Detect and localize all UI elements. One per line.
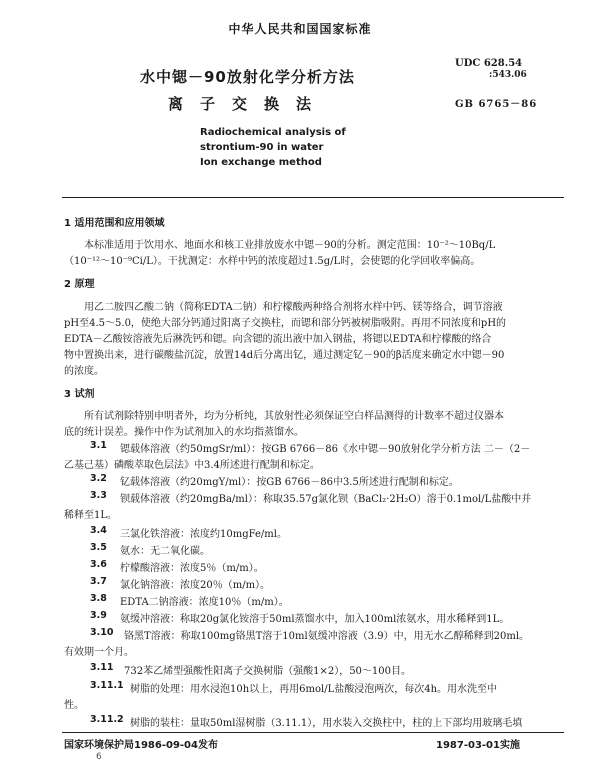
section-3-heading: 3 试剂 <box>64 389 95 400</box>
footer-divider <box>62 732 564 733</box>
publication-info: 国家环境保护局1986-09-04发布 <box>64 740 218 751</box>
item-text: EDTA二钠溶液：浓度10％（m/m）。 <box>120 597 289 608</box>
item-number: 3.11 <box>90 662 114 673</box>
item-text-continued: 性。 <box>64 700 84 711</box>
item-text: 钇载体溶液（约20mgY/ml）：按GB 6766－86中3.5所述进行配制和标定。 <box>120 477 459 488</box>
gb-standard-number: GB 6765－86 <box>455 99 538 110</box>
item-number: 3.9 <box>90 610 107 621</box>
section-2-text-line1: 用乙二胺四乙酸二钠（简称EDTA二钠）和柠檬酸两种络合剂将水样中钙、镁等络合，调节溶液 <box>84 302 503 313</box>
item-text: 三氯化铁溶液：浓度约10mgFe/ml。 <box>120 529 287 540</box>
title-english-line3: Ion exchange method <box>200 157 322 168</box>
section-1-heading: 1 适用范围和应用领域 <box>64 218 165 229</box>
section-2-text-line4: 物中置换出来，进行碳酸盐沉淀，放置14d后分离出钇，通过测定钇－90的β活度来确定水中锶－90 <box>64 350 505 361</box>
item-number: 3.5 <box>90 542 107 553</box>
item-text: 氨水：无二氧化碳。 <box>120 546 210 557</box>
item-text-continued: 稀释至1L。 <box>64 510 118 521</box>
title-chinese-line1: 水中锶－90放射化学分析方法 <box>140 68 355 86</box>
item-text: 锶载体溶液（约50mgSr/ml）：按GB 6766－86《水中锶－90放射化学分析方法 二－（2－ <box>120 444 531 455</box>
item-number: 3.11.2 <box>90 714 124 725</box>
item-number: 3.10 <box>90 627 114 638</box>
udc-code-secondary: :543.06 <box>489 70 527 80</box>
item-text: 732苯乙烯型强酸性阳离子交换树脂（强酸1×2），50～100目。 <box>124 666 412 677</box>
item-number: 3.11.1 <box>90 680 124 691</box>
item-text: 树脂的装柱：量取50ml湿树脂（3.11.1），用水装入交换柱中，柱的上下部均用玻璃毛填 <box>130 718 523 729</box>
section-3-text-line2: 底的统计误差。操作中作为试剂加入的水均指蒸馏水。 <box>64 427 304 438</box>
section-2-text-line3: EDTA－乙酸铵溶液先后淋洗钙和锶。向含锶的流出液中加入钢盐，将锶以EDTA和柠檬酸的络合 <box>64 334 492 345</box>
item-text: 柠檬酸溶液：浓度5％（m/m）。 <box>120 563 264 574</box>
item-number: 3.1 <box>90 440 107 451</box>
page-number: 6 <box>96 752 102 762</box>
item-text-continued: 有效期一个月。 <box>64 647 134 658</box>
section-1-text-line1: 本标准适用于饮用水、地面水和核工业排放废水中锶－90的分析。测定范围：10⁻²～10Bq/L <box>84 240 496 251</box>
item-number: 3.6 <box>90 559 107 570</box>
section-1-text-line2: （10⁻¹²～10⁻⁹Ci/L）。干扰测定：水样中钙的浓度超过1.5g/L时，会使锶的化学回收率偏高。 <box>64 256 481 267</box>
section-2-heading: 2 原理 <box>64 279 95 290</box>
item-number: 3.3 <box>90 490 107 501</box>
item-number: 3.7 <box>90 576 107 587</box>
item-text: 铬黑T溶液：称取100mg铬黑T溶于10ml氨缓冲溶液（3.9）中，用无水乙醇稀释到20ml。 <box>124 631 530 642</box>
item-number: 3.4 <box>90 525 107 536</box>
item-text: 氨缓冲溶液：称取20g氯化铵溶于50ml蒸馏水中，加入100ml浓氨水，用水稀释到1L。 <box>120 614 510 625</box>
item-text: 氯化钠溶液：浓度20％（m/m）。 <box>120 580 271 591</box>
section-2-text-line2: pH至4.5～5.0，使绝大部分钙通过阳离子交换柱，而锶和部分钙被树脂吸附。再用不同浓度和pH的 <box>64 318 507 329</box>
section-3-text-line1: 所有试剂除特别申明者外，均为分析纯，其放射性必须保证空白样品测得的计数率不超过仪器本 <box>84 411 504 422</box>
title-chinese-line2: 离子交换法 <box>168 95 329 113</box>
item-number: 3.8 <box>90 593 107 604</box>
item-text: 钡载体溶液（约20mgBa/ml）：称取35.57g氯化钡（BaCl₂·2H₂O）溶于0.1mol/L盐酸中并 <box>120 494 532 505</box>
item-number: 3.2 <box>90 473 107 484</box>
udc-code: UDC 628.54 <box>455 58 523 69</box>
implementation-date: 1987-03-01实施 <box>436 740 520 751</box>
section-2-text-line5: 的浓度。 <box>64 366 104 377</box>
title-english-line1: Radiochemical analysis of <box>200 127 346 138</box>
top-divider <box>62 197 564 198</box>
item-text-continued: 乙基己基）磷酸萃取色层法》中3.4所述进行配制和标定。 <box>64 460 320 471</box>
title-english-line2: strontium-90 in water <box>200 142 324 153</box>
issuing-authority: 中华人民共和国国家标准 <box>228 22 372 36</box>
item-text: 树脂的处理：用水浸泡10h以上，再用6mol/L盐酸浸泡两次，每次4h。用水洗至中 <box>130 684 498 695</box>
